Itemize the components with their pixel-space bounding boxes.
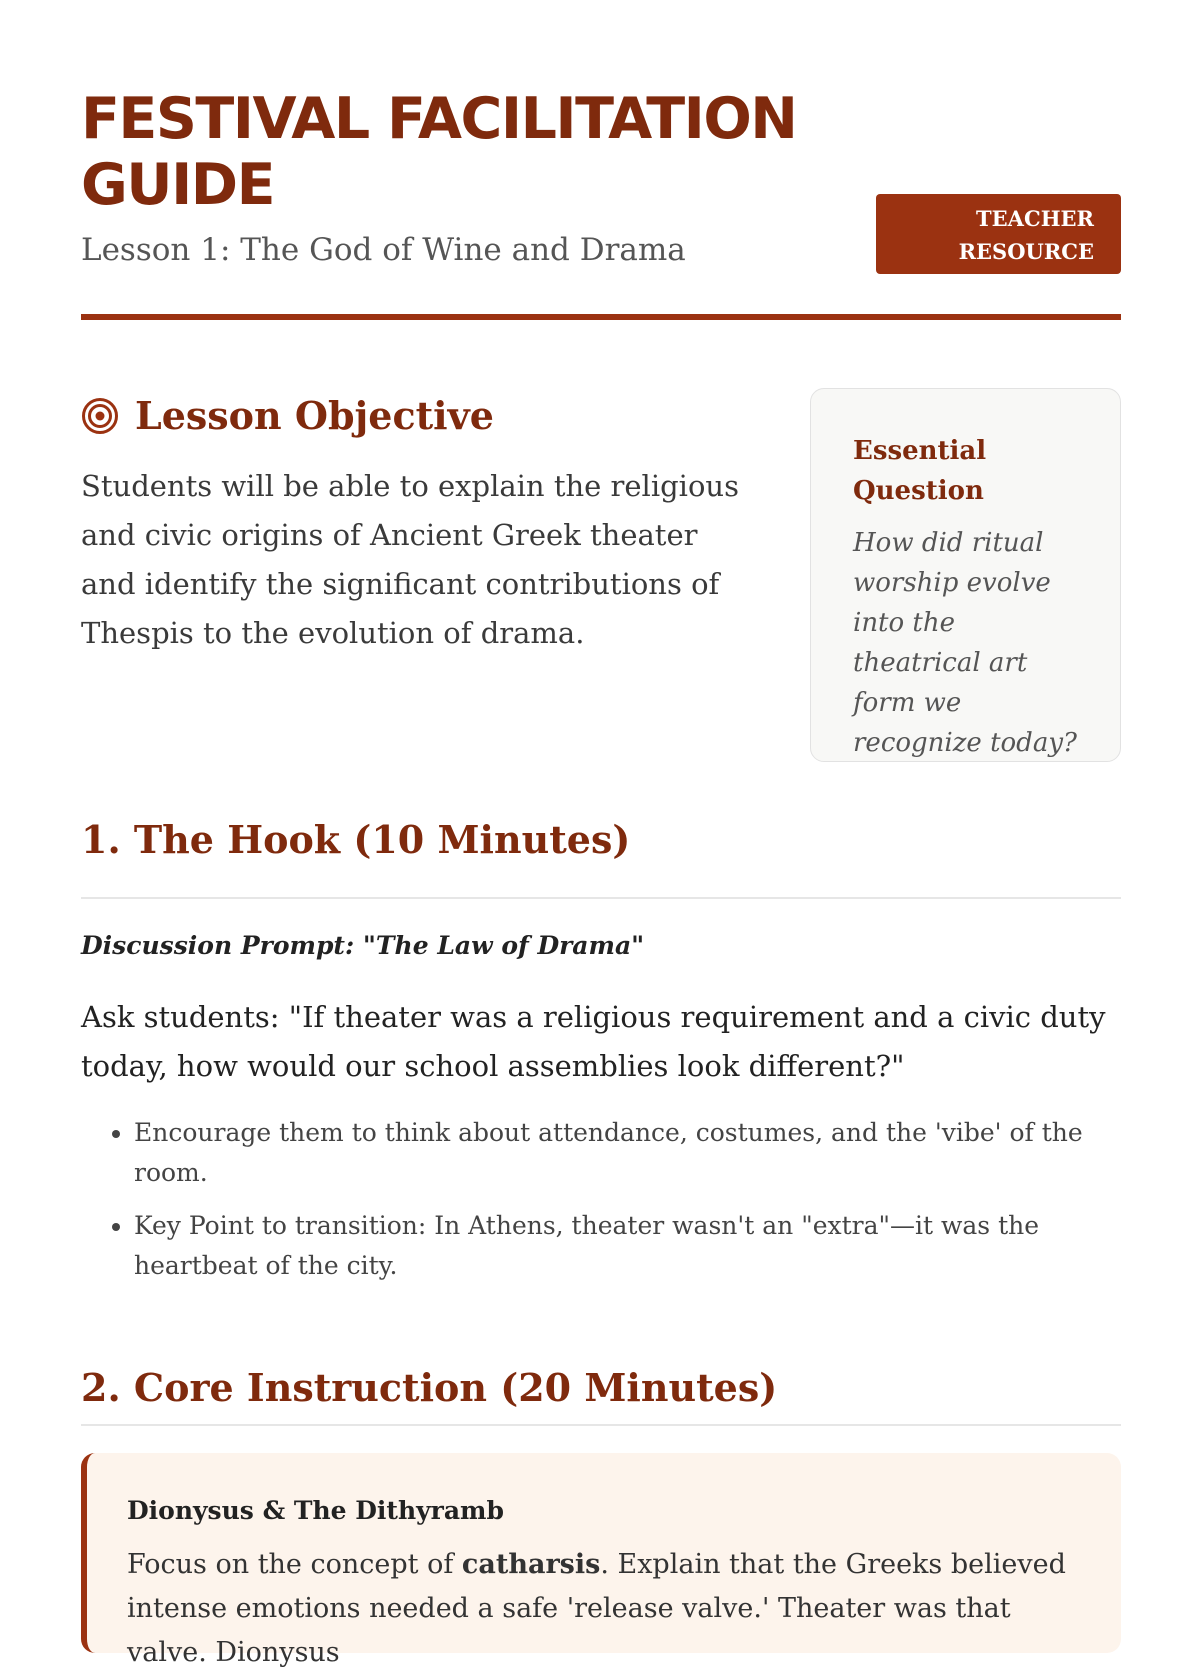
- document-header: [81, 80, 1121, 320]
- essential-question-label: Essential Question: [853, 436, 987, 506]
- callout-text: [127, 1543, 1081, 1675]
- page: [81, 0, 1121, 1668]
- callout-title: Dionysus & The Dithyramb: [127, 1496, 504, 1525]
- lesson-subtitle: Lesson 1: The God of Wine and Drama: [81, 232, 686, 268]
- core-instruction-heading: 2. Core Instruction (20 Minutes): [81, 1365, 778, 1410]
- dionysus-callout: [81, 1453, 1121, 1668]
- header-divider: [81, 314, 1121, 320]
- list-item: • Encourage them to think about attendance, costumes, and the 'vibe' of the room.: [134, 1113, 1121, 1193]
- catharsis-term: catharsis: [461, 1549, 601, 1580]
- target-icon: [81, 397, 119, 435]
- lesson-objective-heading: [81, 388, 761, 444]
- hook-bullet-list: [81, 1113, 1121, 1299]
- hook-section-heading: 1. The Hook (10 Minutes): [81, 817, 631, 862]
- document-title: FESTIVAL FACILITATION GUIDE: [81, 86, 797, 218]
- lesson-objective-text: Students will be able to explain the religious and civic origins of Ancient Greek theater and identify the significant contributions of Thespis to the evolution of drama.: [81, 469, 739, 650]
- list-item: • Key Point to transition: In Athens, theater wasn't an "extra"—it was the heartbeat of the city.: [134, 1206, 1121, 1286]
- discussion-prompt-text: Ask students: "If theater was a religious requirement and a civic duty today, how would our school assemblies look different?": [81, 1000, 1106, 1083]
- essential-question-text: How did ritual worship evolve into the theatrical art form we recognize today?: [853, 528, 1077, 758]
- teacher-resource-badge: TEACHER RESOURCE: [876, 194, 1121, 274]
- lesson-objective-title: Lesson Objective: [135, 393, 494, 438]
- lesson-objective-section: [81, 388, 761, 658]
- core-section-divider: [81, 1424, 1121, 1426]
- callout-text-end: . Explain that the Greeks believed intense emotions needed a safe 'release valve.' Theater was that valve. Dionysus: [127, 1549, 1066, 1668]
- callout-text-start: Focus on the concept of: [127, 1549, 462, 1580]
- essential-question-card: [810, 388, 1121, 762]
- hook-section-divider: [81, 897, 1121, 899]
- discussion-prompt-label: Discussion Prompt: "The Law of Drama": [81, 931, 645, 960]
